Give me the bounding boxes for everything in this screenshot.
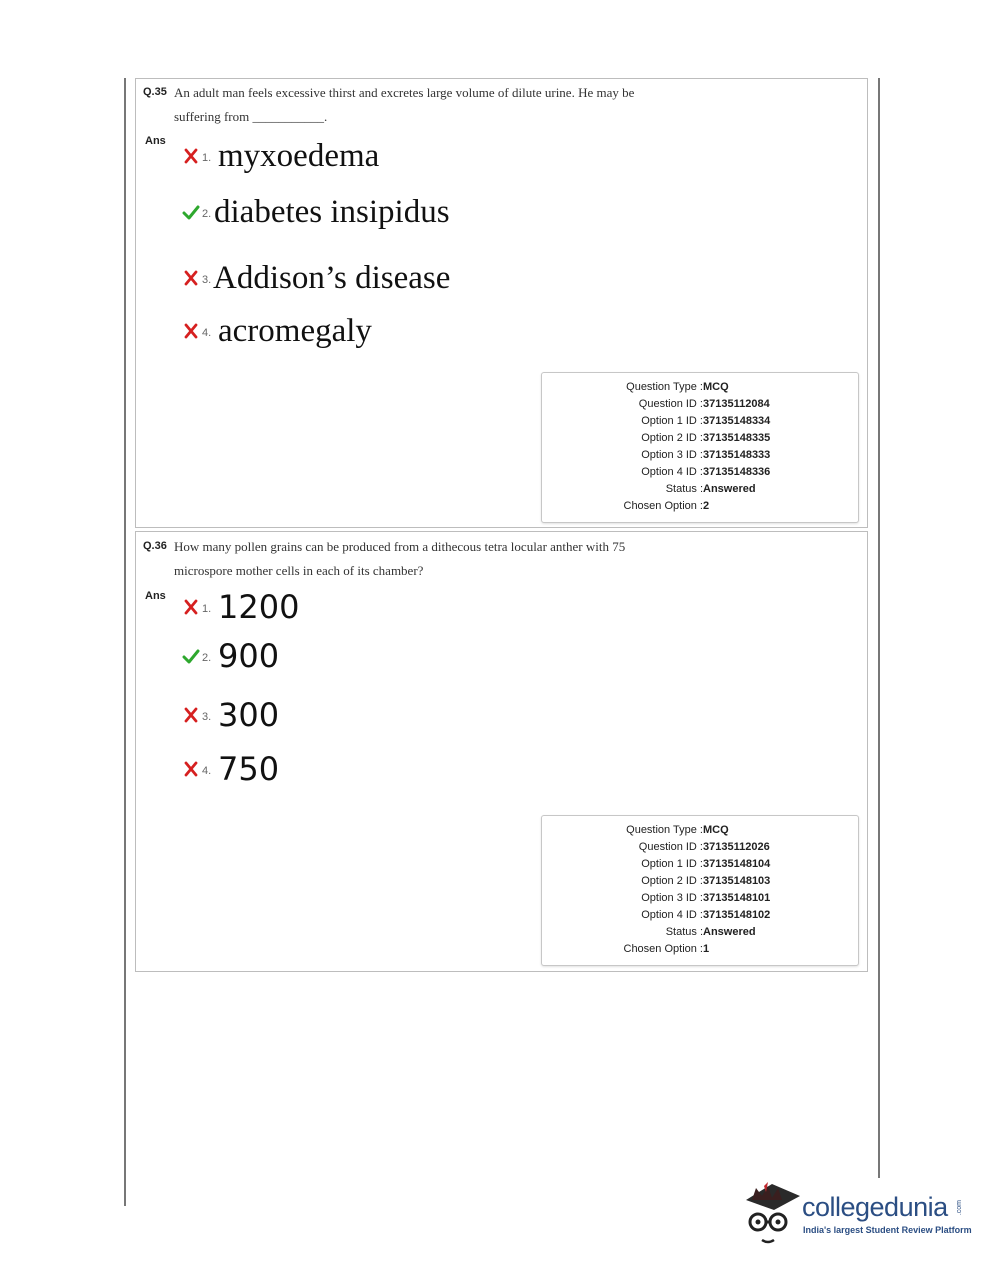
question-card-36 [135,531,868,972]
meta-label: Option 4 ID : [641,466,703,478]
cross-icon [182,598,200,616]
meta-value: 37135148333 [703,449,771,461]
option-number: 1. [202,152,212,164]
meta-value: Answered [703,926,756,938]
meta-label: Option 1 ID : [641,858,703,870]
meta-value: 37135112084 [703,398,770,410]
option-4 [182,306,372,356]
question-text: An adult man feels excessive thirst and excretes large volume of dilute urine. He may be suffering from ___________. [174,85,635,124]
meta-label: Status : [665,926,703,938]
option-number: 2. [202,208,212,220]
option-number: 2. [202,652,212,664]
option-text: Addison’s disease [213,259,451,296]
meta-label: Option 4 ID : [641,909,703,921]
brand-tagline: India's largest Student Review Platform [803,1225,972,1235]
cross-icon [182,760,200,778]
option-3 [182,690,279,740]
meta-value: Answered [703,483,756,495]
answer-label: Ans [145,590,166,602]
question-meta-panel [541,372,859,523]
meta-label: Status : [665,483,703,495]
question-text: How many pollen grains can be produced from a dithecous tetra locular anther with 75 microspore mother cells in each of its chamber? [174,539,626,578]
checkmark-icon [182,647,200,665]
option-1 [182,131,379,181]
cross-icon [182,706,200,724]
meta-label: Option 2 ID : [641,432,703,444]
meta-value: 37135148335 [703,432,771,444]
option-2 [182,187,450,237]
mascot-icon [742,1178,804,1248]
option-text: 750 [218,750,280,788]
checkmark-icon [182,203,200,221]
answer-label: Ans [145,135,166,147]
meta-label: Question Type : [626,824,703,836]
cross-icon [182,147,200,165]
option-text: 300 [218,696,280,734]
meta-label: Question ID : [638,841,703,853]
meta-value: MCQ [703,824,729,836]
right-rule [878,78,880,1178]
option-text: acromegaly [218,312,372,349]
brand-suffix: .com [956,1200,963,1216]
option-text: 900 [218,637,280,675]
meta-label: Chosen Option : [623,943,703,955]
question-number: Q.36 [143,540,167,552]
collegedunia-logo[interactable] [742,1178,972,1248]
meta-value: MCQ [703,381,729,393]
meta-value: 37135148101 [703,892,771,904]
cross-icon [182,322,200,340]
option-number: 3. [202,711,212,723]
meta-value: 37135148334 [703,415,771,427]
meta-value: 37135112026 [703,841,770,853]
left-rule [124,78,126,1206]
meta-value: 37135148104 [703,858,771,870]
meta-value: 37135148336 [703,466,771,478]
question-meta-panel [541,815,859,966]
option-3 [182,253,450,303]
meta-label: Option 3 ID : [641,892,703,904]
option-number: 4. [202,327,212,339]
option-text: 1200 [218,588,300,626]
cross-icon [182,269,200,287]
meta-value: 37135148102 [703,909,771,921]
option-text: myxoedema [218,137,380,174]
option-number: 1. [202,603,212,615]
meta-value: 1 [703,943,710,955]
meta-label: Option 1 ID : [641,415,703,427]
meta-label: Question ID : [638,398,703,410]
option-number: 3. [202,274,212,286]
meta-label: Question Type : [626,381,703,393]
option-number: 4. [202,765,212,777]
option-4 [182,744,279,794]
question-card-35 [135,78,868,528]
option-2 [182,631,279,681]
option-text: diabetes insipidus [214,193,450,230]
option-1 [182,582,299,632]
meta-label: Option 3 ID : [641,449,703,461]
question-number: Q.35 [143,86,167,98]
meta-value: 2 [703,500,710,512]
meta-value: 37135148103 [703,875,771,887]
brand-name: collegedunia [802,1192,948,1222]
meta-label: Chosen Option : [623,500,703,512]
meta-label: Option 2 ID : [641,875,703,887]
